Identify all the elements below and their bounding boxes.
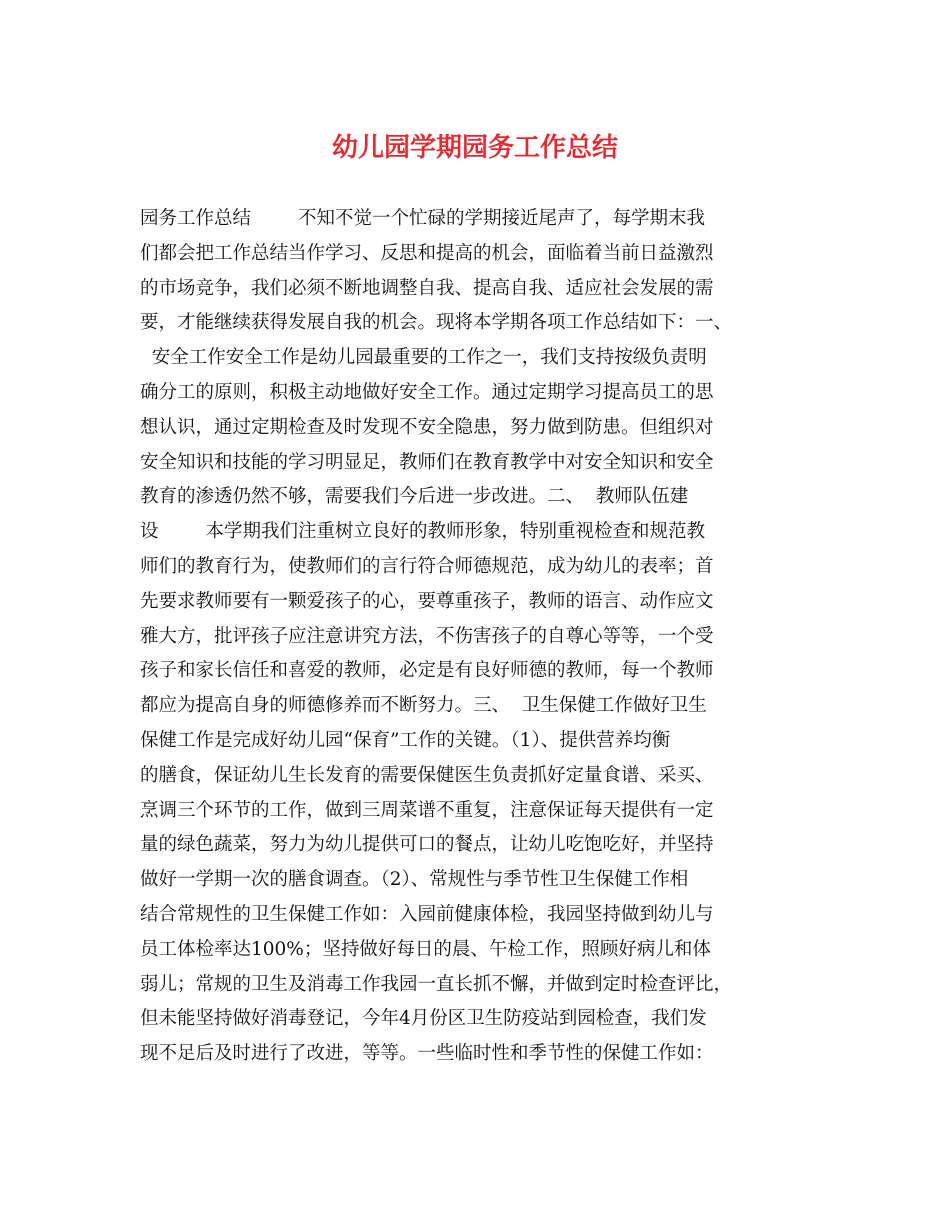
body-line: 安全知识和技能的学习明显足，教师们在教育教学中对安全知识和安全 — [140, 451, 714, 473]
body-line: 烹调三个环节的工作，做到三周菜谱不重复，注意保证每天提供有一定 — [140, 799, 714, 821]
body-line: 安全工作安全工作是幼儿园最重要的工作之一，我们支持按级负责明 — [140, 347, 707, 369]
body-line: 做好一学期一次的膳食调查。（2）、常规性与季节性卫生保健工作相 — [140, 869, 689, 891]
body-line: 的膳食，保证幼儿生长发育的需要保健医生负责抓好定量食谱、采买、 — [140, 764, 714, 786]
body-line: 但未能坚持做好消毒登记，今年4月份区卫生防疫站到园检查，我们发 — [140, 1008, 707, 1030]
body-line: 师们的教育行为，使教师们的言行符合师德规范，成为幼儿的表率；首 — [140, 555, 714, 577]
body-line: 想认识，通过定期检查及时发现不安全隐患，努力做到防患。但组织对 — [140, 416, 714, 438]
document-title: 幼儿园学期园务工作总结 — [331, 133, 618, 163]
body-line: 都应为提高自身的师德修养而不断努力。三、 卫生保健工作做好卫生 — [140, 695, 707, 717]
body-line: 保健工作是完成好幼儿园“保育”工作的关键。（1）、提供营养均衡 — [140, 729, 671, 751]
body-line: 现不足后及时进行了改进，等等。一些临时性和季节性的保健工作如： — [140, 1043, 714, 1065]
body-line: 园务工作总结 不知不觉一个忙碌的学期接近尾声了，每学期末我 — [140, 208, 706, 229]
body-line: 们都会把工作总结当作学习、反思和提高的机会，面临着当前日益激烈 — [140, 242, 714, 264]
body-line: 雅大方，批评孩子应注意讲究方法，不伤害孩子的自尊心等等，一个受 — [140, 625, 714, 647]
body-line: 结合常规性的卫生保健工作如：入园前健康体检，我园坚持做到幼儿与 — [140, 903, 714, 925]
body-line: 的市场竞争，我们必须不断地调整自我、提高自我、适应社会发展的需 — [140, 277, 714, 299]
body-line: 设 本学期我们注重树立良好的教师形象，特别重视检查和规范教 — [140, 521, 706, 543]
body-line: 量的绿色蔬菜，努力为幼儿提供可口的餐点，让幼儿吃饱吃好，并坚持 — [140, 834, 714, 856]
document-body — [140, 202, 820, 1072]
body-line: 要，才能继续获得发展自我的机会。现将本学期各项工作总结如下：一、 — [140, 312, 733, 334]
body-line: 确分工的原则，积极主动地做好安全工作。通过定期学习提高员工的思 — [140, 381, 714, 403]
body-line: 员工体检率达100%；坚持做好每日的晨、午检工作，照顾好病儿和体 — [140, 938, 711, 960]
body-line: 教育的渗透仍然不够，需要我们今后进一步改进。二、 教师队伍建 — [140, 486, 689, 508]
body-line: 孩子和家长信任和喜爱的教师，必定是有良好师德的教师，每一个教师 — [140, 660, 714, 682]
body-line: 弱儿；常规的卫生及消毒工作我园一直长抓不懈，并做到定时检查评比， — [140, 973, 733, 995]
body-line: 先要求教师要有一颗爱孩子的心，要尊重孩子，教师的语言、动作应文 — [140, 590, 714, 612]
